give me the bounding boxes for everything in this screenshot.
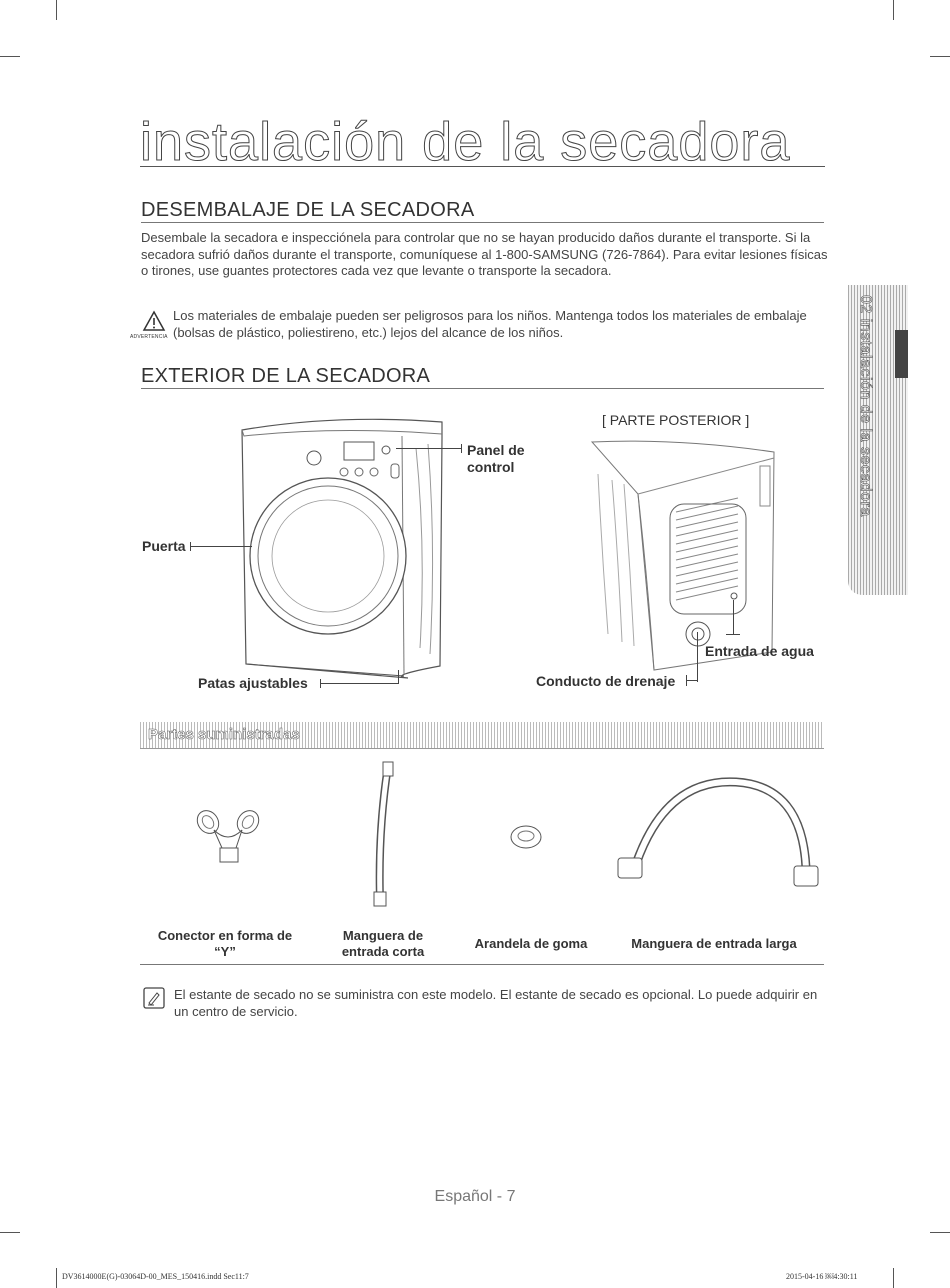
parts-heading-bar	[140, 722, 824, 749]
part-label-washer: Arandela de goma	[474, 936, 588, 951]
footer-file-info: DV3614000E(G)-03064D-00_MES_150416.indd Sec11:7	[62, 1272, 249, 1281]
page-title: instalación de la secadora	[140, 112, 825, 167]
unpacking-paragraph: Desembale la secadora e inspecciónela para controlar que no se hayan producido daños durante el transporte. Si la secadora sufrió daños durante el transporte, comuníquese al 1-800-SAMSUNG (726-7864). Para evitar lesiones físicas o tirones, use guantes protectores cada vez que levante o transporte la secadora.	[141, 230, 828, 278]
section-heading-exterior: EXTERIOR DE LA SECADORA	[141, 364, 824, 389]
side-tab-label: instalación de la secadora	[857, 318, 874, 517]
side-tab-number: 02	[857, 295, 874, 314]
warning-label: ADVERTENCIA	[130, 334, 168, 340]
part-label-long-hose: Manguera de entrada larga	[631, 936, 797, 951]
crop-mark	[930, 56, 950, 57]
side-tab-text	[850, 295, 874, 585]
footer-date: 2015-04-16 ￼4:30:11	[786, 1272, 858, 1281]
side-tab-marker	[895, 330, 908, 378]
crop-mark	[56, 1268, 57, 1288]
crop-mark	[930, 1232, 950, 1233]
callout-water-inlet: Entrada de agua	[705, 643, 814, 659]
dryer-front-illustration	[236, 408, 450, 688]
dryer-rear-illustration	[588, 434, 778, 674]
note-icon	[143, 987, 165, 1009]
part-label-short-hose: Manguera de entrada corta	[341, 928, 425, 959]
callout-control-panel: Panel de control	[467, 442, 525, 475]
crop-mark	[893, 0, 894, 20]
parts-heading: Partes suministradas	[148, 726, 300, 743]
section-heading-unpacking: DESEMBALAJE DE LA SECADORA	[141, 198, 824, 223]
crop-mark	[56, 0, 57, 20]
y-connector-illustration	[190, 800, 270, 870]
short-hose-illustration	[360, 760, 410, 910]
rubber-washer-illustration	[508, 822, 544, 852]
callout-line-door	[190, 546, 252, 547]
crop-mark	[0, 56, 20, 57]
callout-tick	[398, 670, 399, 684]
callout-adjustable-feet: Patas ajustables	[198, 675, 308, 691]
callout-line-panel	[396, 448, 462, 449]
callout-line-drain	[686, 680, 698, 681]
crop-mark	[893, 1268, 894, 1288]
long-hose-illustration	[606, 768, 830, 898]
callout-line-drain	[697, 632, 698, 682]
callout-tick	[190, 542, 191, 551]
part-label-y-connector: Conector en forma de “Y”	[157, 928, 293, 959]
callout-line-water	[733, 600, 734, 634]
crop-mark	[0, 1232, 20, 1233]
rear-view-label: [ PARTE POSTERIOR ]	[602, 412, 750, 428]
callout-door: Puerta	[142, 538, 186, 554]
page-number: Español - 7	[434, 1188, 516, 1205]
warning-text: Los materiales de embalaje pueden ser peligrosos para los niños. Mantenga todos los materiales de embalaje (bolsas de plástico, poliestireno, etc.) lejos del alcance de los niños.	[173, 308, 807, 340]
callout-line-feet	[320, 683, 398, 684]
callout-tick	[320, 679, 321, 688]
callout-tick	[686, 675, 687, 686]
callout-tick	[726, 634, 740, 635]
parts-divider	[140, 964, 824, 965]
callout-tick	[461, 444, 462, 453]
callout-drain-duct: Conducto de drenaje	[536, 673, 676, 689]
note-text: El estante de secado no se suministra con este modelo. El estante de secado es opcional. Lo puede adquirir en un centro de servicio.	[174, 987, 818, 1019]
